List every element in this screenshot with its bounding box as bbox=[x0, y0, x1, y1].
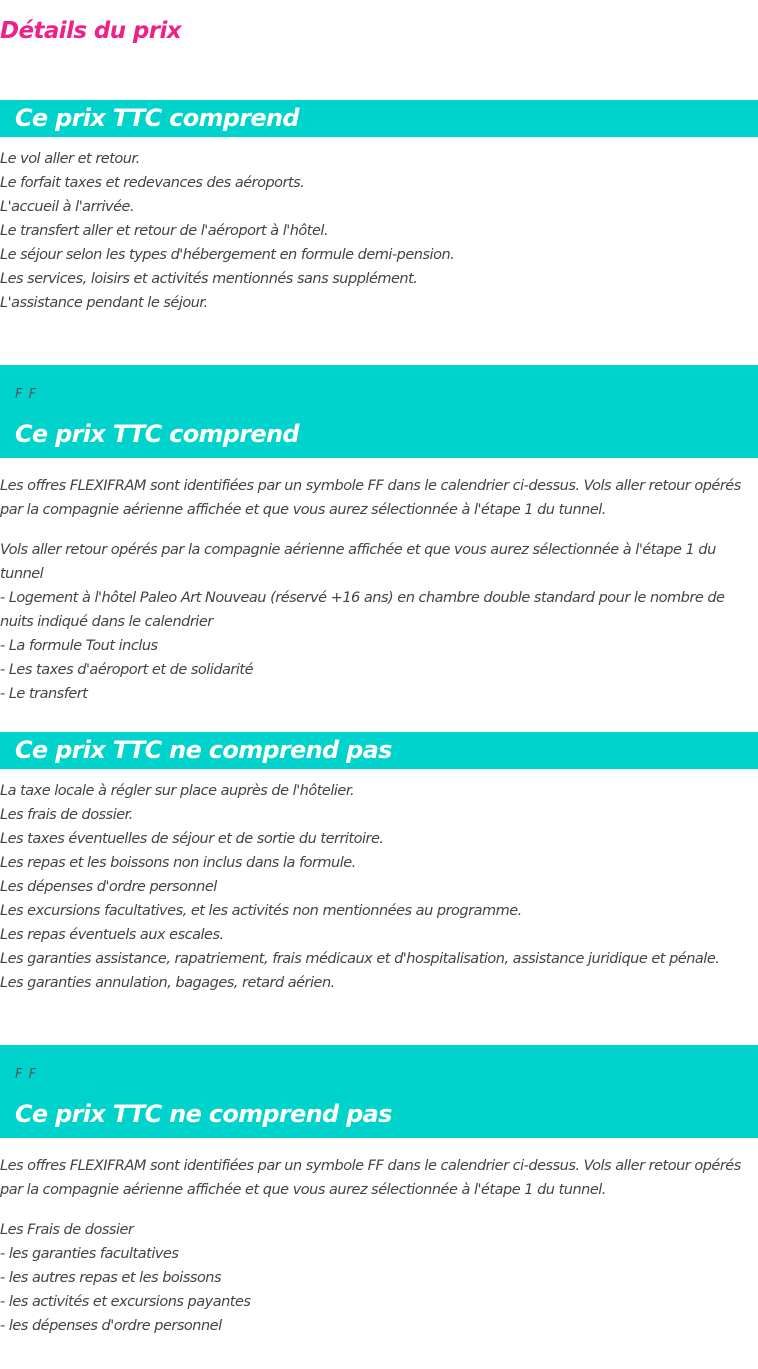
section-flexifram-not-included bbox=[0, 1045, 758, 1338]
list-item: L'assistance pendant le séjour. bbox=[0, 295, 208, 311]
list-item: Les repas et les boissons non inclus dans la formule. bbox=[0, 855, 356, 871]
section-banner bbox=[0, 100, 758, 137]
not-included-list bbox=[0, 779, 758, 995]
ff-tag: F F bbox=[15, 1067, 38, 1082]
list-item: Les excursions facultatives, et les activités non mentionnées au programme. bbox=[0, 903, 522, 919]
section-heading: Ce prix TTC ne comprend pas bbox=[15, 1100, 392, 1128]
list-item: Le transfert aller et retour de l'aéroport à l'hôtel. bbox=[0, 223, 329, 239]
list-item: Les garanties annulation, bagages, retard aérien. bbox=[0, 975, 335, 991]
list-item: - les autres repas et les boissons bbox=[0, 1270, 222, 1286]
list-item: Les taxes éventuelles de séjour et de sortie du territoire. bbox=[0, 831, 384, 847]
list-item: Les services, loisirs et activités mentionnés sans supplément. bbox=[0, 271, 418, 287]
ff-tag: F F bbox=[15, 387, 38, 402]
section-heading: Ce prix TTC comprend bbox=[15, 104, 299, 132]
list-item: Les repas éventuels aux escales. bbox=[0, 927, 224, 943]
list-item: Les dépenses d'ordre personnel bbox=[0, 879, 217, 895]
section-flexifram-included bbox=[0, 365, 758, 706]
section-heading: Ce prix TTC comprend bbox=[15, 420, 299, 448]
list-item: Le séjour selon les types d'hébergement en formule demi-pension. bbox=[0, 247, 455, 263]
section-banner bbox=[0, 732, 758, 769]
list-item: Les garanties assistance, rapatriement, frais médicaux et d'hospitalisation, assistance juridique et pénale. bbox=[0, 951, 720, 967]
list-item: L'accueil à l'arrivée. bbox=[0, 199, 135, 215]
flexifram-included-list bbox=[0, 538, 758, 706]
included-list bbox=[0, 147, 758, 315]
section-banner bbox=[0, 365, 758, 458]
list-item: Le forfait taxes et redevances des aéroports. bbox=[0, 175, 305, 191]
list-item: - les dépenses d'ordre personnel bbox=[0, 1318, 222, 1334]
list-item: Les frais de dossier. bbox=[0, 807, 133, 823]
flexifram-intro: Les offres FLEXIFRAM sont identifiées par un symbole FF dans le calendrier ci-dessus. Vols aller retour opérés par la compagnie aérienne affichée et que vous aurez sélectionnée à l'étape 1 du tunnel. bbox=[0, 478, 741, 518]
list-item: Le vol aller et retour. bbox=[0, 151, 140, 167]
list-item: - les garanties facultatives bbox=[0, 1246, 179, 1262]
flexifram-intro: Les offres FLEXIFRAM sont identifiées par un symbole FF dans le calendrier ci-dessus. Vols aller retour opérés par la compagnie aérienne affichée et que vous aurez sélectionnée à l'étape 1 du tunnel. bbox=[0, 1158, 741, 1198]
section-included bbox=[0, 100, 758, 315]
list-item: Vols aller retour opérés par la compagnie aérienne affichée et que vous aurez sélectionnée à l'étape 1 du tunnel bbox=[0, 542, 716, 582]
section-heading: Ce prix TTC ne comprend pas bbox=[15, 736, 392, 764]
list-item: - les activités et excursions payantes bbox=[0, 1294, 251, 1310]
section-banner bbox=[0, 1045, 758, 1138]
section-not-included bbox=[0, 732, 758, 995]
list-item: La taxe locale à régler sur place auprès de l'hôtelier. bbox=[0, 783, 355, 799]
list-item: - La formule Tout inclus bbox=[0, 638, 158, 654]
list-item: - Les taxes d'aéroport et de solidarité bbox=[0, 662, 254, 678]
list-item: - Logement à l'hôtel Paleo Art Nouveau (réservé +16 ans) en chambre double standard pour le nombre de nuits indiqué dans le calendrier bbox=[0, 590, 725, 630]
page-title: Détails du prix bbox=[0, 18, 182, 44]
list-item: Les Frais de dossier bbox=[0, 1222, 134, 1238]
list-item: - Le transfert bbox=[0, 686, 88, 702]
flexifram-not-included-list bbox=[0, 1218, 758, 1338]
